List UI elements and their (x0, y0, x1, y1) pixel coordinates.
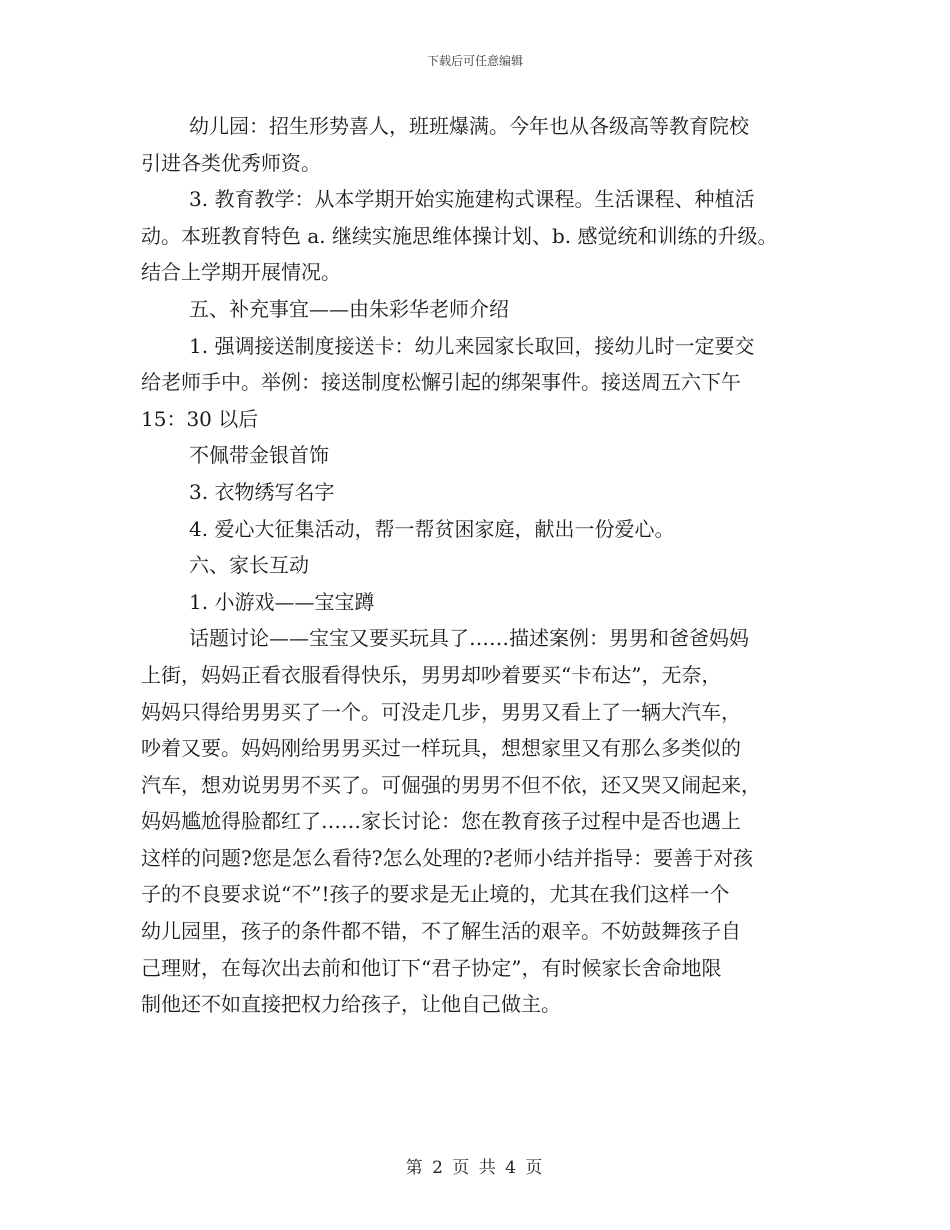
text-line: 六、家长互动 (189, 553, 309, 578)
page-footer: 第 2 页 共 4 页 (405, 1158, 545, 1178)
text-line: 动。本班教育特色 a. 继续实施思维体操计划、b. 感觉统和训练的升级。 (141, 223, 778, 248)
text-line: 子的不良要求说“不”!孩子的要求是无止境的，尤其在我们这样一个 (141, 882, 730, 907)
text-line: 3. 衣物绣写名字 (189, 479, 335, 504)
text-line: 结合上学期开展情况。 (141, 260, 341, 285)
text-line: 4. 爱心大征集活动，帮一帮贫困家庭，献出一份爱心。 (189, 516, 675, 541)
page-header: 下载后可任意编辑 (426, 54, 523, 68)
text-line: 上街，妈妈正看衣服看得快乐，男男却吵着要买“卡布达”，无奈， (141, 662, 722, 687)
text-line: 妈妈尴尬得脸都红了……家长讨论：您在教育孩子过程中是否也遇上 (141, 809, 741, 834)
text-line: 3. 教育教学：从本学期开始实施建构式课程。生活课程、种植活 (189, 187, 755, 212)
text-line: 1. 小游戏——宝宝蹲 (189, 589, 375, 614)
document-body (141, 108, 811, 1023)
text-line: 1. 强调接送制度接送卡：幼儿来园家长取回，接幼儿时一定要交 (189, 333, 755, 358)
text-line: 幼儿园：招生形势喜人，班班爆满。今年也从各级高等教育院校 (189, 114, 749, 138)
text-line: 不佩带金银首饰 (189, 443, 329, 468)
text-line: 己理财，在每次出去前和他订下“君子协定”，有时候家长舍命地限 (141, 955, 722, 980)
text-line: 幼儿园里，孩子的条件都不错，不了解生活的艰辛。不妨鼓舞孩子自 (141, 919, 741, 944)
text-line: 吵着又要。妈妈刚给男男买过一样玩具，想想家里又有那么多类似的 (141, 736, 741, 761)
text-line: 汽车，想劝说男男不买了。可倔强的男男不但不依，还又哭又闹起来， (141, 772, 761, 797)
text-line: 五、补充事宜——由朱彩华老师介绍 (189, 296, 509, 321)
text-line: 引进各类优秀师资。 (141, 150, 321, 175)
text-line: 15：30 以后 (141, 406, 259, 431)
text-line: 制他还不如直接把权力给孩子，让他自己做主。 (141, 992, 561, 1017)
text-line: 给老师手中。举例：接送制度松懈引起的绑架事件。接送周五六下午 (141, 370, 741, 395)
text-line: 这样的问题?您是怎么看待?怎么处理的?老师小结并指导：要善于对孩 (141, 845, 754, 870)
text-line: 妈妈只得给男男买了一个。可没走几步，男男又看上了一辆大汽车， (141, 699, 741, 724)
text-line: 话题讨论——宝宝又要买玩具了……描述案例：男男和爸爸妈妈 (189, 626, 749, 651)
